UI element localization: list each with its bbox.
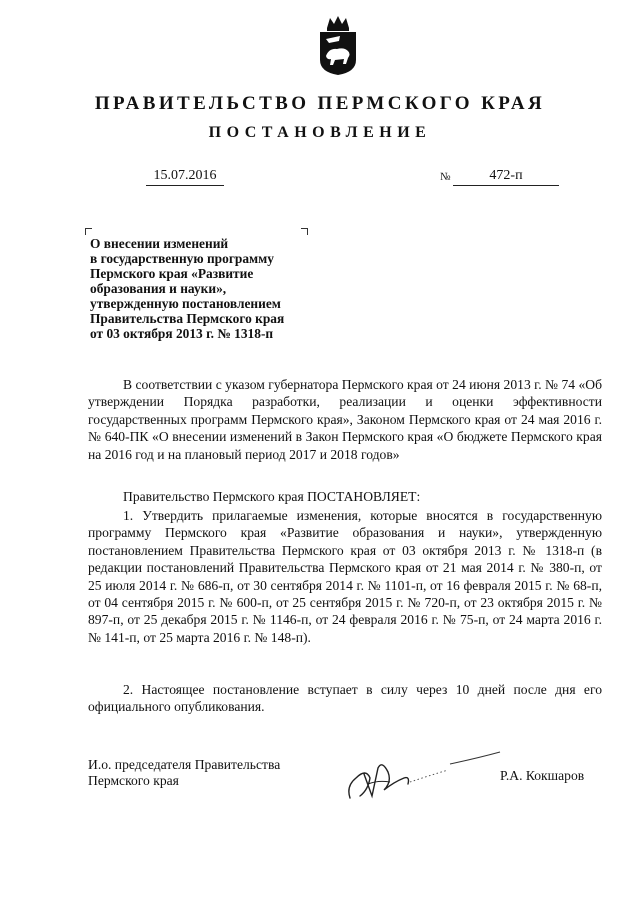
subject-line: от 03 октября 2013 г. № 1318-п (90, 326, 274, 341)
preamble-paragraph: В соответствии с указом губернатора Пермского края от 24 июня 2013 г. № 74 «Об утверждении Порядка разработки, реализации и оценки эффективности государственных программ Пермского края», Законом Пермского края от 24 мая 2016 г. № 640-ПК «О внесении изменений в Закон Пермского края «О бюджете Пермского края на 2016 год и на плановый период 2017 и 2018 годов» (88, 377, 602, 462)
subject-corner-left (85, 228, 92, 235)
subject-line: О внесении изменений (90, 236, 229, 251)
signatory-position-line: Пермского края (88, 773, 179, 788)
item-2-paragraph: 2. Настоящее постановление вступает в силу через 10 дней после дня его официального опубликования. (88, 682, 602, 715)
document-date: 15.07.2016 (146, 168, 224, 186)
document-subject (90, 236, 320, 341)
item-1-paragraph: 1. Утвердить прилагаемые изменения, которые вносятся в государственную программу Пермского края «Развитие образования и науки», утвержденную постановлением Правительства Пермского края от 03 октября 2013 г. № 1318-п (в редакции постановлений Правительства Пермского края от 21 мая 2014 г. № 380-п, от 25 июля 2014 г. № 686-п, от 30 сентября 2014 г. № 1101-п, от 16 февраля 2015 г. № 68-п, от 04 сентября 2015 г. № 600-п, от 25 сентября 2015 г. № 720-п, от 23 октября 2015 г. № 897-п, от 25 декабря 2015 г. № 1146-п, от 24 февраля 2016 г. № 75-п, от 24 марта 2016 г. № 141-п, от 25 марта 2016 г. № 148-п). (88, 508, 602, 645)
subject-line: в государственную программу (90, 251, 274, 266)
subject-line: образования и науки», (90, 281, 227, 296)
signatory-position (88, 757, 280, 789)
organization-title: ПРАВИТЕЛЬСТВО ПЕРМСКОГО КРАЯ (94, 93, 546, 114)
subject-corner-right (301, 228, 308, 235)
resolution-statement: Правительство Пермского края ПОСТАНОВЛЯЕТ: (123, 489, 421, 504)
document-number: 472-п (453, 168, 559, 186)
signatory-position-line: И.о. председателя Правительства (88, 757, 281, 772)
handwritten-signature (338, 738, 518, 810)
signer-name: Р.А. Кокшаров (500, 768, 585, 783)
document-type: ПОСТАНОВЛЕНИЕ (208, 124, 432, 141)
coat-of-arms-emblem (316, 14, 360, 76)
subject-line: Правительства Пермского края (90, 311, 285, 326)
subject-line: утвержденную постановлением (90, 296, 281, 311)
subject-line: Пермского края «Развитие (90, 266, 254, 281)
number-sign: № (440, 171, 451, 183)
